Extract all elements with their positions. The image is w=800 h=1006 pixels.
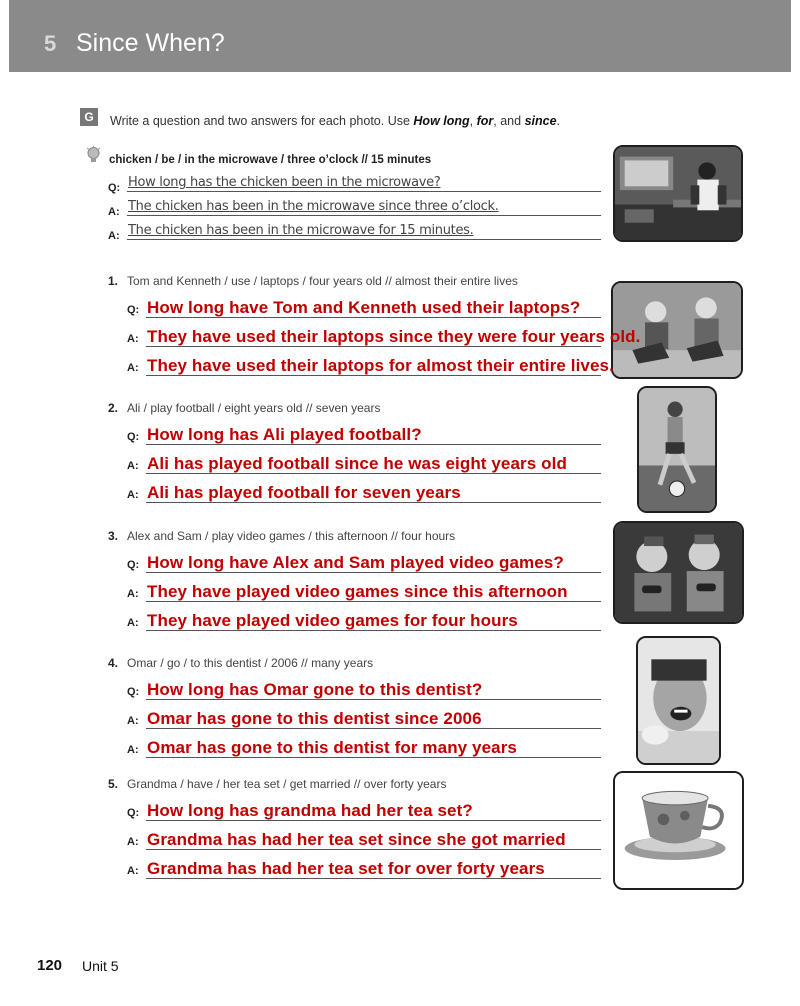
question-2-a1-label: A: [127, 460, 139, 472]
question-1-answer-1: They have used their laptops since they were four years old. [147, 327, 641, 346]
footer-unit-label: Unit 5 [82, 958, 119, 974]
question-5-answer-1: Grandma has had her tea set since she got married [147, 830, 566, 849]
question-5-question: How long has grandma had her tea set? [147, 801, 473, 820]
question-4-a2-label: A: [127, 744, 139, 756]
question-2-answer-1: Ali has played football since he was eight years old [147, 454, 567, 473]
photo-boy-dentist [636, 636, 721, 765]
photo-chef-microwave [613, 145, 743, 242]
question-5-number: 5. [108, 777, 119, 791]
activity-letter: G [80, 108, 98, 126]
page-number: 120 [37, 957, 63, 974]
question-4-number: 4. [108, 656, 119, 670]
example-prompt: chicken / be / in the microwave / three o’clock // 15 minutes [109, 154, 432, 166]
question-5-q-label: Q: [127, 807, 140, 819]
example-answer-1: The chicken has been in the microwave since three o’clock. [128, 199, 499, 214]
example-q-label: Q: [108, 182, 121, 194]
question-3-prompt: Alex and Sam / play video games / this afternoon // four hours [127, 529, 456, 543]
question-4-answer-2: Omar has gone to this dentist for many years [147, 738, 517, 757]
question-3-question: How long have Alex and Sam played video games? [147, 553, 564, 572]
question-3-q-label: Q: [127, 559, 140, 571]
question-1-a1-label: A: [127, 333, 139, 345]
question-5-answer-2: Grandma has had her tea set for over forty years [147, 859, 545, 878]
question-4-prompt: Omar / go / to this dentist / 2006 // many years [127, 656, 374, 670]
example-a1-line [127, 215, 601, 216]
question-2-a2-label: A: [127, 489, 139, 501]
example-question: How long has the chicken been in the microwave? [128, 175, 441, 190]
example-a2-line [127, 239, 601, 240]
question-2-q-label: Q: [127, 431, 140, 443]
question-1-number: 1. [108, 274, 119, 288]
unit-title: Since When? [76, 29, 225, 57]
example-q-line [127, 191, 601, 192]
question-2-question: How long has Ali played football? [147, 425, 422, 444]
lightbulb-icon [86, 146, 101, 166]
photo-tea-cup [613, 771, 744, 890]
question-1-prompt: Tom and Kenneth / use / laptops / four years old // almost their entire lives [127, 274, 518, 288]
question-4-q-label: Q: [127, 686, 140, 698]
activity-instruction: Write a question and two answers for each photo. Use How long, for, and since. [110, 114, 561, 128]
question-4-answer-1: Omar has gone to this dentist since 2006 [147, 709, 482, 728]
question-5-a1-label: A: [127, 836, 139, 848]
question-1-a2-label: A: [127, 362, 139, 374]
question-3-a1-label: A: [127, 588, 139, 600]
question-3-answer-1: They have played video games since this afternoon [147, 582, 568, 601]
question-4-question: How long has Omar gone to this dentist? [147, 680, 483, 699]
example-a1-label: A: [108, 206, 120, 218]
example-answer-2: The chicken has been in the microwave for 15 minutes. [128, 223, 474, 238]
photo-boy-football [637, 386, 717, 513]
question-4-a1-label: A: [127, 715, 139, 727]
question-3-number: 3. [108, 529, 119, 543]
example-a2-label: A: [108, 230, 120, 242]
question-5-a2-label: A: [127, 865, 139, 877]
question-2-answer-2: Ali has played football for seven years [147, 483, 461, 502]
question-3-answer-2: They have played video games for four hours [147, 611, 518, 630]
question-3-a2-label: A: [127, 617, 139, 629]
question-2-prompt: Ali / play football / eight years old // seven years [127, 401, 381, 415]
photo-boys-video-games [613, 521, 744, 624]
question-1-answer-2: They have used their laptops for almost their entire lives. [147, 356, 614, 375]
question-1-q-label: Q: [127, 304, 140, 316]
unit-number: 5 [44, 31, 57, 56]
question-1-question: How long have Tom and Kenneth used their laptops? [147, 298, 581, 317]
question-2-number: 2. [108, 401, 119, 415]
question-5-prompt: Grandma / have / her tea set / get married // over forty years [127, 777, 447, 791]
